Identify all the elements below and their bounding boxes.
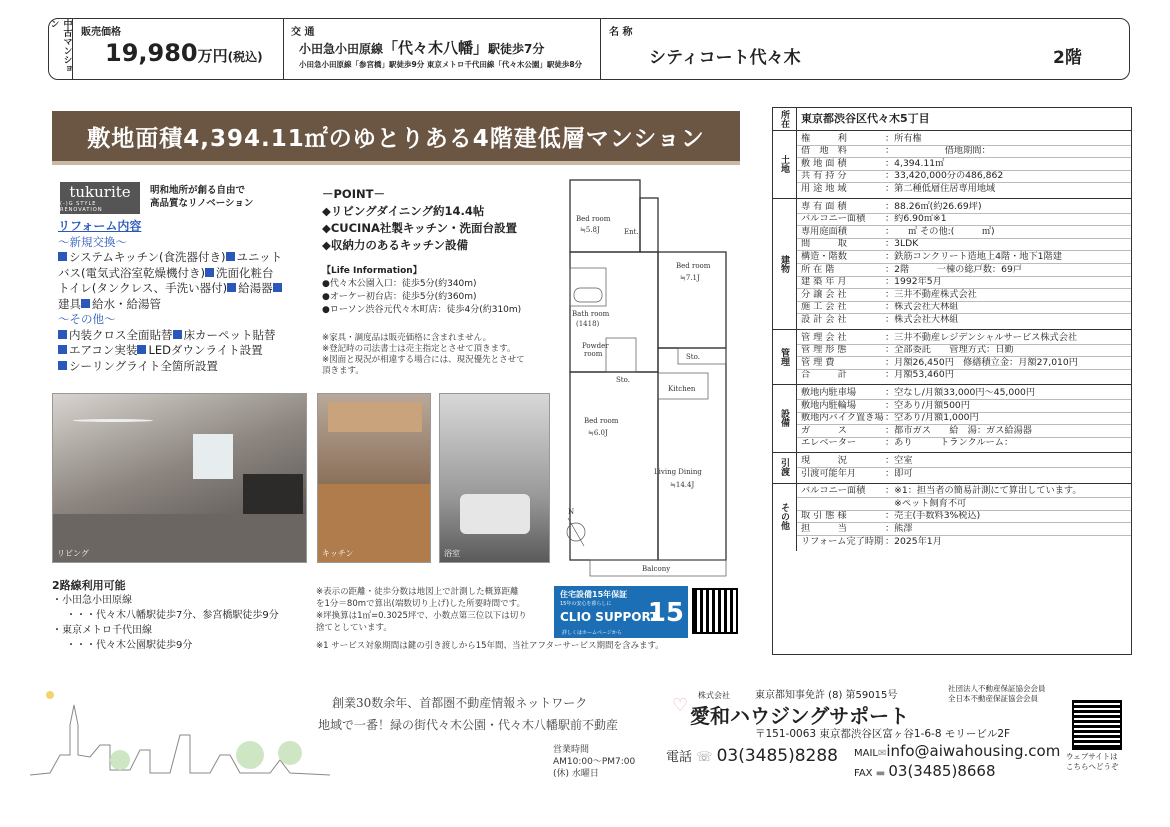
fp-kitchen: Kitchen (668, 385, 696, 393)
headline-banner: 敷地面積4,394.11㎡のゆとりある4階建低層マンション (52, 111, 740, 161)
photo-bath: 浴室 (439, 393, 550, 563)
spec-row: 引渡可能年月 ：即可 (801, 467, 913, 479)
footnote: ※1 サービス対象期間は鍵の引き渡しから15年間、当社アフターサービス期間を含みます。 (316, 641, 664, 651)
spec-row: 敷地内駐輪場 ：空あり/月額500円 (801, 399, 970, 411)
spec-row: 借 地 料 ： 借地期間： (801, 145, 991, 157)
spec-row: 管 理 費 ：月額26,450円 修繕積立金：月額27,010円 (801, 356, 1078, 368)
company-name: 愛和ハウジングサポート (690, 704, 910, 728)
spec-address: 東京都渋谷区代々木5丁目 (801, 113, 930, 125)
spec-row: バルコニー面積 ：約6.90㎡※1 (801, 213, 947, 225)
category-label: 中古マンション (49, 19, 73, 79)
spec-row: 権 利 ：所有権 (801, 132, 922, 144)
spec-section-label: 建物 (773, 198, 797, 329)
reform-title: リフォーム内容 (58, 219, 142, 233)
spec-row: エレベーター ：あり トランクルーム： (801, 437, 1014, 449)
svg-text:Sto.: Sto. (616, 376, 630, 384)
svg-text:Bath room: Bath room (572, 310, 610, 318)
fp-living: Living Dining (654, 468, 702, 476)
property-name: シティコート代々木 (649, 48, 801, 68)
svg-text:≒14.4J: ≒14.4J (670, 481, 695, 489)
spec-row: 用 途 地 域 ：第二種低層住居専用地域 (801, 182, 996, 194)
spec-row: バルコニー面積 ：※1：担当者の簡易計測にて算出しています。 (801, 485, 1082, 497)
spec-row: 設 計 会 社 ：株式会社大林組 (801, 313, 959, 325)
header-bar (48, 18, 1130, 80)
business-hours: 営業時間 AM10:00～PM7:00 (休) 水曜日 (553, 745, 636, 779)
spec-row: 担 当 ：熊澤 (801, 522, 913, 534)
price-label: 販売価格 (81, 27, 121, 38)
fp-bed2: Bed room (676, 262, 711, 270)
access-sub: 小田急小田原線「参宮橋」駅徒歩9分 東京メトロ千代田線「代々木公園」駅徒歩8分 (299, 60, 583, 69)
floorplan (550, 178, 765, 580)
associations: 社団法人不動産保証協会会員 全日本不動産保証協会会員 (948, 684, 1046, 703)
spec-section-label: 土地 (773, 130, 797, 198)
tukurite-tagline: 明和地所が創る自由で 高品質なリノベーション (150, 185, 254, 209)
svg-text:≒5.8J: ≒5.8J (580, 226, 600, 234)
fp-bed3: Bed room (584, 417, 619, 425)
spec-row: 現 況 ：空室 (801, 454, 913, 466)
spec-table (772, 107, 1132, 655)
spec-section-label: その他 (773, 483, 797, 551)
spec-section-label: 設備 (773, 384, 797, 452)
tukurite-logo: tukurite (-)G STYLE RENOVATION (60, 182, 140, 214)
spec-row: 敷地内バイク置き場：空あり/月額1,000円 (801, 412, 979, 424)
company-kk: 株式会社 (698, 691, 730, 700)
spec-row: ガ ス ：都市ガス 給 湯：ガス給湯器 (801, 424, 1032, 436)
qr-code-website (1072, 700, 1122, 750)
banner-edge (52, 161, 740, 165)
qr-note: ウェブサイトは こちらへどうぞ (1066, 752, 1119, 771)
slogan: 創業30数余年、首都圏不動産情報ネットワーク 地域で一番！緑の街代々木公園・代々木八幡駅前不動産 (318, 696, 619, 732)
transit-section: 2路線利用可能 ・小田急小田原線 ・・・代々木八幡駅徒歩7分、参宮橋駅徒歩9分 ・東京メトロ千代田線 ・・・代々木公園駅徒歩9分 (52, 579, 279, 651)
svg-text:≒7.1J: ≒7.1J (680, 274, 700, 282)
spec-row: 取 引 態 様 ：売主(手数料3%税込) (801, 510, 981, 522)
floor: 2階 (1053, 48, 1082, 68)
photo-living: リビング (52, 393, 307, 563)
spec-row: 管 理 形 態 ：全部委託 管理方式：日勤 (801, 344, 1014, 356)
svg-text:≒6.0J: ≒6.0J (588, 429, 608, 437)
name-label: 名 称 (609, 27, 633, 38)
svg-text:Powder: Powder (582, 342, 609, 350)
spec-row: 合 計 ：月額53,460円 (801, 369, 954, 381)
access-label: 交 通 (291, 27, 315, 38)
spec-row: 敷地内駐車場 ：空なし/月額33,000円～45,000円 (801, 386, 1036, 398)
distance-note: ※表示の距離・徒歩分数は地図上で計測した概算距離 を1分＝80mで算出(端数切り上げ)した所要時間です。 ※坪換算は1㎡=0.3025坪で、小数点第三位以下は切り 捨てとしています。 (316, 587, 527, 633)
clio-support-badge: 住宅設備15年保証 15年の安心を暮らしに CLIO SUPPORT 15 詳しくはホームページから (554, 586, 688, 638)
spec-section-label: 引渡 (773, 452, 797, 482)
heart-logo-icon: ♡ (672, 695, 689, 716)
spec-row: 所 在 階 ：2階 一棟の総戸数：69戸 (801, 263, 1022, 275)
life-info: 【Life Information】 ●代々木公園入口：徒歩5分(約340m) ●オーケー初台店：徒歩5分(約360m) ●ローソン渋谷元代々木町店：徒歩4分(約310m) (322, 266, 522, 315)
fp-bed1: Bed room (576, 215, 611, 223)
price: 19,980万円(税込) (105, 39, 263, 67)
spec-section-label: 管理 (773, 329, 797, 384)
photo-kitchen: キッチン (317, 393, 431, 563)
spec-row: 専用庭面積 ： ㎡ その他:( ㎡) (801, 225, 995, 237)
spec-row: 敷 地 面 積 ：4,394.11㎡ (801, 157, 945, 169)
spec-row: リフォーム完了時期 ：2025年1月 (801, 535, 942, 547)
spec-row: 共 有 持 分 ：33,420,000分の486,862 (801, 170, 1004, 182)
spec-row: 管 理 会 社 ：三井不動産レジデンシャルサービス株式会社 (801, 331, 1078, 343)
qr-code-clio (692, 588, 738, 634)
notes-mid: ※家具・調度品は販売価格に含まれません。 ※登記時の司法書士は売主指定とさせて頂きます。 ※図面と現況が相違する場合には、現況優先とさせて 頂きます。 (322, 333, 525, 376)
point-section: －POINT－ ◆リビングダイニング約14.4帖 ◆CUCINA社製キッチン・洗面台設置 ◆収納力のあるキッチン設備 (322, 187, 518, 252)
access-main: 小田急小田原線「代々木八幡」駅徒歩7分 (299, 39, 545, 57)
phone: 電話 ☏ 03(3485)8288 (666, 746, 838, 766)
svg-text:room: room (584, 350, 603, 358)
spec-section-label: 所在 (773, 108, 797, 130)
spec-row: 分 譲 会 社 ：三井不動産株式会社 (801, 288, 977, 300)
svg-text:Ent.: Ent. (624, 228, 639, 236)
spec-row: ※ペット飼育不可 (885, 497, 967, 509)
email: MAIL✉info@aiwahousing.com (854, 742, 1061, 760)
city-skyline-illustration (30, 685, 330, 785)
spec-row: 構造・階数 ：鉄筋コンクリート造地上4階・地下1階建 (801, 250, 1062, 262)
spec-row: 建 築 年 月 ：1992年5月 (801, 276, 942, 288)
license: 東京都知事免許 (8) 第59015号 (755, 690, 898, 701)
spec-row: 専 有 面 積 ：88.26㎡(約26.69坪) (801, 200, 982, 212)
company-address: 〒151-0063 東京都渋谷区富ヶ谷1-6-8 モリービル2F (755, 728, 1011, 740)
fax: FAX ▬ 03(3485)8668 (854, 762, 996, 780)
spec-row: 間 取 ：3LDK (801, 238, 919, 250)
svg-text:(1418): (1418) (576, 320, 600, 328)
svg-text:Sto.: Sto. (686, 353, 700, 361)
svg-text:Balcony: Balcony (642, 565, 671, 573)
north-mark: N (568, 508, 575, 516)
reform-section: リフォーム内容 ～新規交換～ システムキッチン(食洗器付き) ユニット バス(電気式浴室乾燥機付き) 洗面化粧台 トイレ(タンクレス、手洗い器付) 給湯器 建具 給水・給湯管 ～その他～ 内装クロス全面貼替 床カーペット貼替 エアコン実装 LEDダウンライト設置 シーリングライト全箇所設置 (58, 219, 303, 374)
spec-row: 施 工 会 社 ：株式会社大林組 (801, 301, 959, 313)
